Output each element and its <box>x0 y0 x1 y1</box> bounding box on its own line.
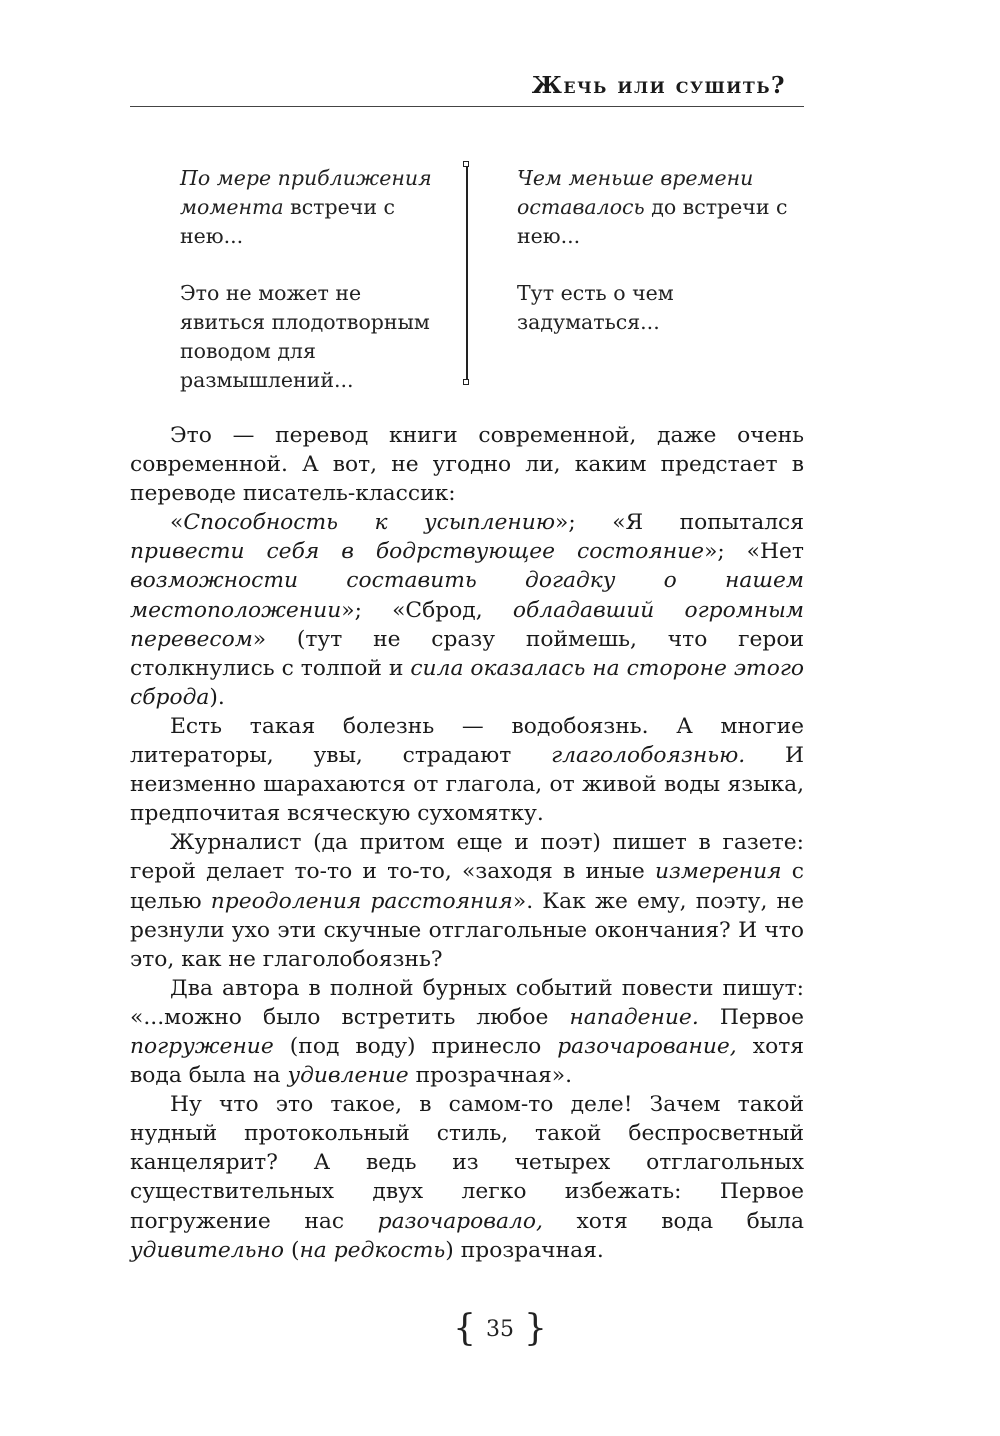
p6-italic-3: на редкость <box>299 1237 446 1263</box>
p6-b: хотя вода была <box>542 1208 804 1234</box>
p6-italic-2: удивительно <box>130 1237 285 1263</box>
p5-italic-2: погружение <box>130 1033 274 1059</box>
p2-q5-italic: сила оказалась на стороне этого сброда <box>130 655 804 710</box>
p2-end: ). <box>209 684 225 710</box>
p5-b: Первое <box>698 1004 804 1030</box>
p2-q2-italic: привести себя в бодрствующее состояние <box>130 539 705 565</box>
comparison-right-column <box>517 164 797 337</box>
p3-italic: глаголобоязнью. <box>551 743 746 769</box>
right-example-rest: до встречи с нею... <box>517 195 788 248</box>
comparison-left-column <box>180 164 452 395</box>
p6-d: ) прозрачная. <box>445 1237 604 1263</box>
p5-d: хотя вода была на <box>130 1033 804 1089</box>
brace-open: { <box>453 1308 476 1349</box>
p6-c: ( <box>284 1237 300 1263</box>
p2-q1-italic: Способность к усыплению <box>183 510 556 536</box>
p5-a: Два автора в полной бурных событий повести пишут: «...можно было встретить любое <box>130 975 804 1030</box>
paragraph-2 <box>130 508 804 712</box>
brace-close: } <box>524 1308 547 1349</box>
paragraph-6 <box>130 1090 804 1265</box>
p2-q1-open: « <box>170 510 184 536</box>
p2-q3-close: »; «Сброд, <box>341 597 513 623</box>
page-number <box>0 1308 1000 1349</box>
p6-a: Ну что это такое, в самом-то деле! Зачем такой нудный протокольный стиль, такой беспросветный канцелярит? А ведь из четырех отглагольных существительных двух легко избежать: Первое погружение нас <box>130 1092 804 1234</box>
column-divider <box>466 165 468 381</box>
p5-italic-1: нападение. <box>569 1004 699 1030</box>
left-example-rest: встречи с нею... <box>180 195 395 248</box>
p5-italic-4: удивление <box>287 1063 409 1089</box>
p5-italic-3: разочарование, <box>557 1033 737 1059</box>
right-comment: Тут есть о чем задуматься... <box>517 281 674 334</box>
left-example-italic: По мере приближения момента <box>180 166 432 219</box>
paragraph-1: Это — перевод книги современной, даже очень современной. А вот, не угодно ли, каким предстает в переводе писатель-классик: <box>130 423 804 507</box>
left-example <box>180 164 452 251</box>
p5-c: (под воду) принесло <box>273 1033 558 1059</box>
p2-q2-close: »; «Нет <box>704 539 804 565</box>
p2-q1-close: »; «Я попытался <box>555 510 804 536</box>
p4-italic-2: преодоления расстояния <box>210 888 513 914</box>
page-number-value: 35 <box>486 1317 514 1342</box>
header-rule <box>130 106 804 107</box>
p2-q4-italic: обладавший огромным перевесом <box>130 597 804 652</box>
p6-italic-1: разочаровало, <box>377 1208 543 1234</box>
p3-a: Есть такая болезнь — водобоязнь. А многие литераторы, увы, страдают <box>130 713 804 769</box>
right-example <box>517 164 797 251</box>
right-example-italic: Чем меньше времени оставалось <box>517 166 754 219</box>
p4-a: Журналист (да притом еще и поэт) пишет в газете: герой делает то-то и то-то, «заходя в иные <box>130 830 804 885</box>
p3-b: И неизменно шарахаются от глагола, от живой воды языка, предпочитая всяческую сухомятку. <box>130 743 805 827</box>
paragraph-4 <box>130 828 804 973</box>
left-comment: Это не может не явиться плодотворным поводом для размышлений... <box>180 281 430 392</box>
p2-q4-close: » (тут не сразу поймешь, что герои столкнулись с толпой и <box>130 626 804 681</box>
body-text <box>130 421 804 1265</box>
p5-e: прозрачная». <box>408 1063 573 1089</box>
paragraph-3 <box>130 712 804 828</box>
p2-q3-italic: возможности составить догадку о нашем местоположении <box>130 568 804 623</box>
p4-b: с целью <box>130 859 804 914</box>
p4-italic-1: измерения <box>655 859 782 885</box>
running-title: Жечь или сушить? <box>531 72 786 99</box>
paragraph-5 <box>130 974 804 1090</box>
p4-c: ». Как же ему, поэту, не резнули ухо эти скучные отглагольные окончания? И что это, как не глаголобоязнь? <box>130 888 804 972</box>
